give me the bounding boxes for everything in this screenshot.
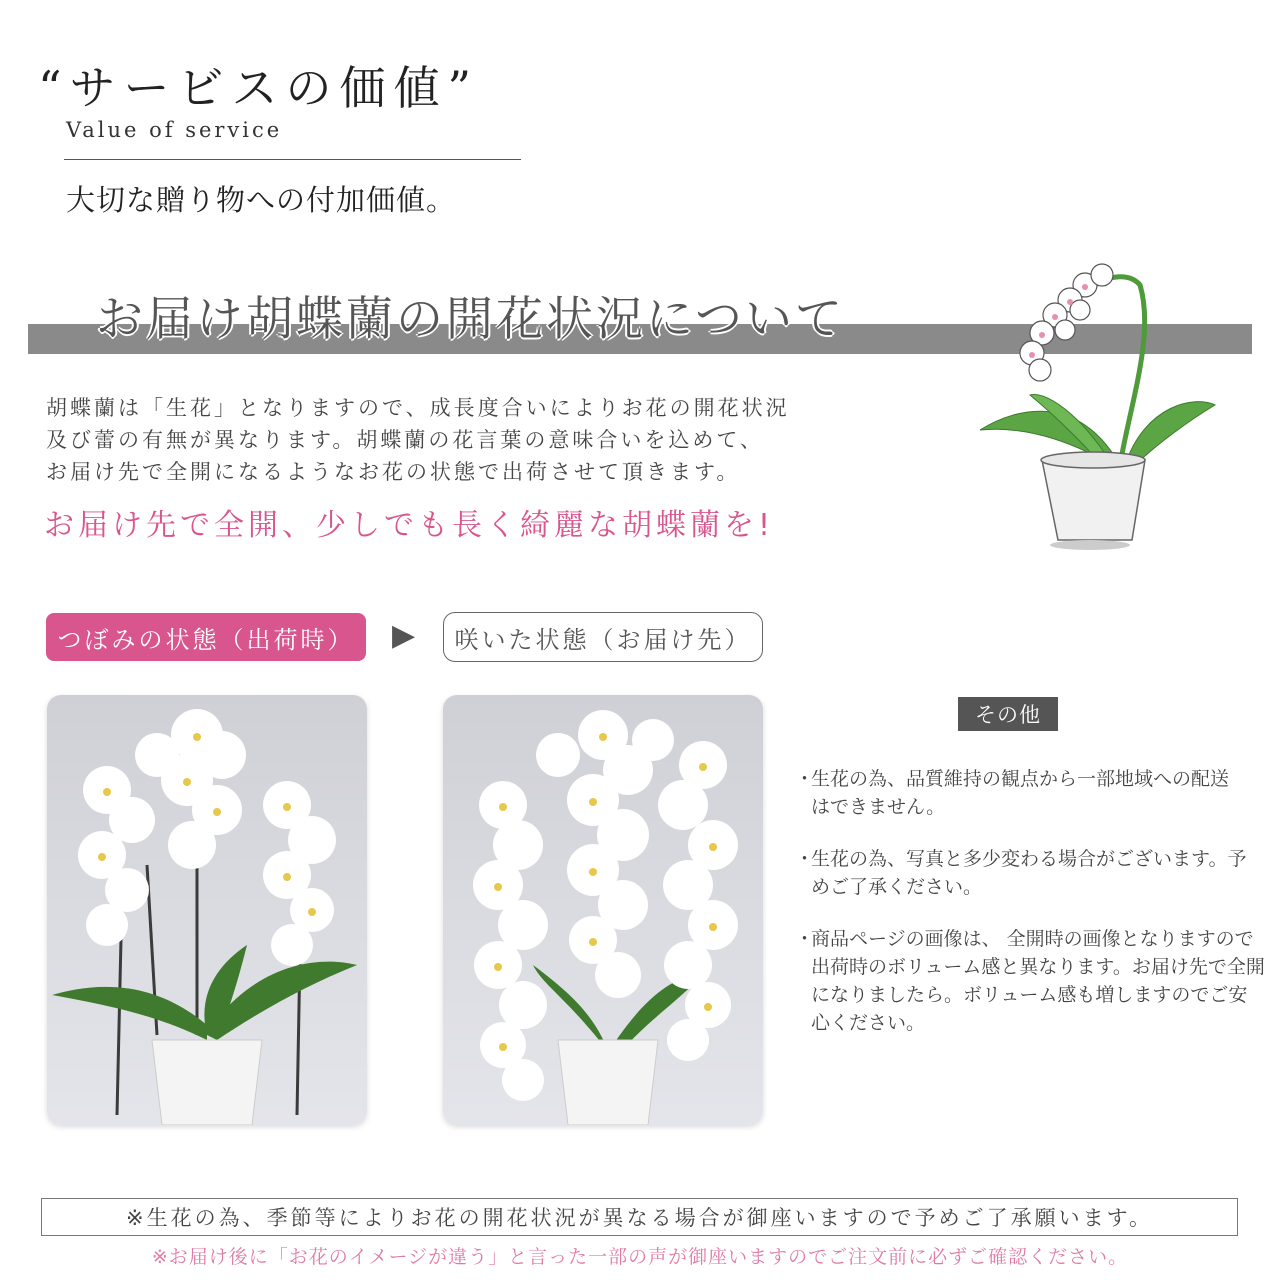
bullet: ・ (795, 928, 815, 950)
note-item (795, 845, 1265, 901)
highlight-message: お届け先で全開、少しでも長く綺麗な胡蝶蘭を! (44, 508, 775, 543)
note-item (795, 925, 1265, 1037)
bud-orchid-photo (47, 695, 367, 1125)
other-badge: その他 (958, 697, 1058, 731)
footer-warning: ※お届け後に「お花のイメージが違う」と言った一部の声が御座いますのでご注文前に必ずご確認ください。 (151, 1246, 1129, 1268)
note-text: 生花の為、写真と多少変わる場合がございます。予めご了承ください。 (811, 848, 1247, 898)
bloom-orchid-photo (443, 695, 763, 1125)
header-divider (64, 159, 521, 160)
note-text: 生花の為、品質維持の観点から一部地域への配送はできません。 (811, 768, 1230, 818)
note-text: 商品ページの画像は、 全開時の画像となりますので出荷時のボリューム感と異なります。お届け先で全開になりましたら。ボリューム感も増しますのでご安心ください。 (811, 928, 1265, 1034)
page-tagline: 大切な贈り物への付加価値。 (66, 183, 457, 217)
footer-notice: ※生花の為、季節等によりお花の開花状況が異なる場合が御座いますので予めご了承願います。 (41, 1198, 1238, 1236)
orchid-illustration (970, 255, 1220, 555)
bullet: ・ (795, 768, 815, 790)
bud-state-label: つぼみの状態（出荷時） (46, 613, 366, 661)
intro-line: お届け先で全開になるようなお花の状態で出荷させて頂きます。 (46, 460, 741, 484)
intro-line: 胡蝶蘭は「生花」となりますので、成長度合いによりお花の開花状況 (46, 396, 790, 420)
page-subtitle: Value of service (66, 118, 283, 142)
bullet: ・ (795, 848, 815, 870)
section-title: お届け胡蝶蘭の開花状況について (96, 292, 846, 347)
intro-line: 及び蕾の有無が異なります。胡蝶蘭の花言葉の意味合いを込めて、 (46, 428, 764, 452)
bloom-state-label: 咲いた状態（お届け先） (443, 612, 763, 662)
note-item (795, 765, 1235, 821)
arrow-right-icon: ▶ (392, 618, 416, 653)
page-title: “サービスの価値” (38, 61, 480, 115)
